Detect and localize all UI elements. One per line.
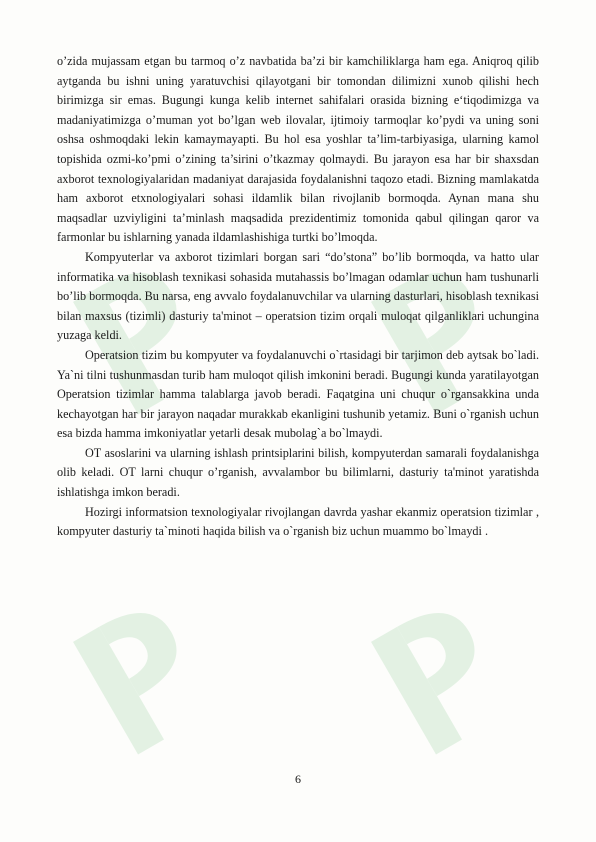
paragraph: Operatsion tizim bu kompyuter va foydalanuvchi o`rtasidagi bir tarjimon deb aytsak bo`ladi. Ya`ni tilni tushunmasdan turib ham muloqot qilish imkonini beradi. Bugungi kunda yaratilayotgan Operatsion tizimlar hamma talablarga javob beradi. Faqatgina uni chuqur o`rgansakkina unda kechayotgan har bir jarayon naqadar murakkab ekanligini tushunib yetamiz. Buni o`rganish uchun esa bizda hamma imkoniyatlar yetarli desak mubolag`a bo`lmaydi. [57, 347, 539, 441]
body-text [57, 52, 539, 542]
page-number: 6 [295, 772, 301, 786]
paragraph: Hozirgi informatsion texnologiyalar rivojlangan davrda yashar ekanmiz operatsion tizimlar , kompyuter dasturiy ta`minoti haqida bilish va o`rganish biz uchun muammo bo`lmaydi . [57, 504, 539, 539]
paragraph: OT asoslarini va ularning ishlash printsiplarini bilish, kompyuterdan samarali foydalanishga olib keladi. OT larni chuqur o’rganish, avvalambor bu bilimlarni, dasturiy ta'minot yaratishda ishlatishga imkon beradi. [57, 445, 539, 500]
watermark-logo [62, 600, 232, 760]
paragraph: o’zida mujassam etgan bu tarmoq o’z navbatida ba’zi bir kamchiliklarga ham ega. Aniqroq qilib aytganda bu ishni uning yaratuvchisi qilayotgani bir tomondan dilimizni xunob qilishi hech birimizga sir emas. Bugungi kunga kelib internet sahifalari orasida bizning e‘tiqodimizga va madaniyatimizga o’muman yot bo’lgan web ilovalar, ijtimoiy tarmoqlar ko’pydi va uning soni oshsa oshmoqdaki lekin kamaymayapti. Bu hol esa yoshlar ta’lim-tarbiyasiga, ularning kamol topishida ozmi-ko’pmi o’zining ta’sirini o’tkazmay qolmaydi. Bu jarayon esa har bir shaxsdan axborot texnologiyalaridan madaniyat darajasida foydalanishni taqozo etadi. Bizning mamlakatda ham axborot etxnologiyalari sohasi ildamlik bilan rivojlanib bormoqda. Aynan mana shu maqsadlar uzviyligini ta’minlash maqsadida prezidentimiz tomonida qabul qilingan qaror va farmonlar bu ishlarning yanada ildamlashishiga turtki bo’lmoqda. [57, 54, 539, 245]
paragraph: Kompyuterlar va axborot tizimlari borgan sari “do’stona” bo’lib bormoqda, va hatto ular informatika va hisoblash texnikasi sohasida mutahassis bo’lmagan odamlar uchun ham tushunarli bo’lib bormoqda. Bu narsa, eng avvalo foydalanuvchilar va ularning dasturlari, hisoblash texnikasi bilan maxsus (tizimli) dasturiy ta'minot – operatsion tizim orqali muloqat qilganliklari uchungina yuzaga keldi. [57, 249, 539, 343]
watermark-logo [360, 600, 530, 760]
